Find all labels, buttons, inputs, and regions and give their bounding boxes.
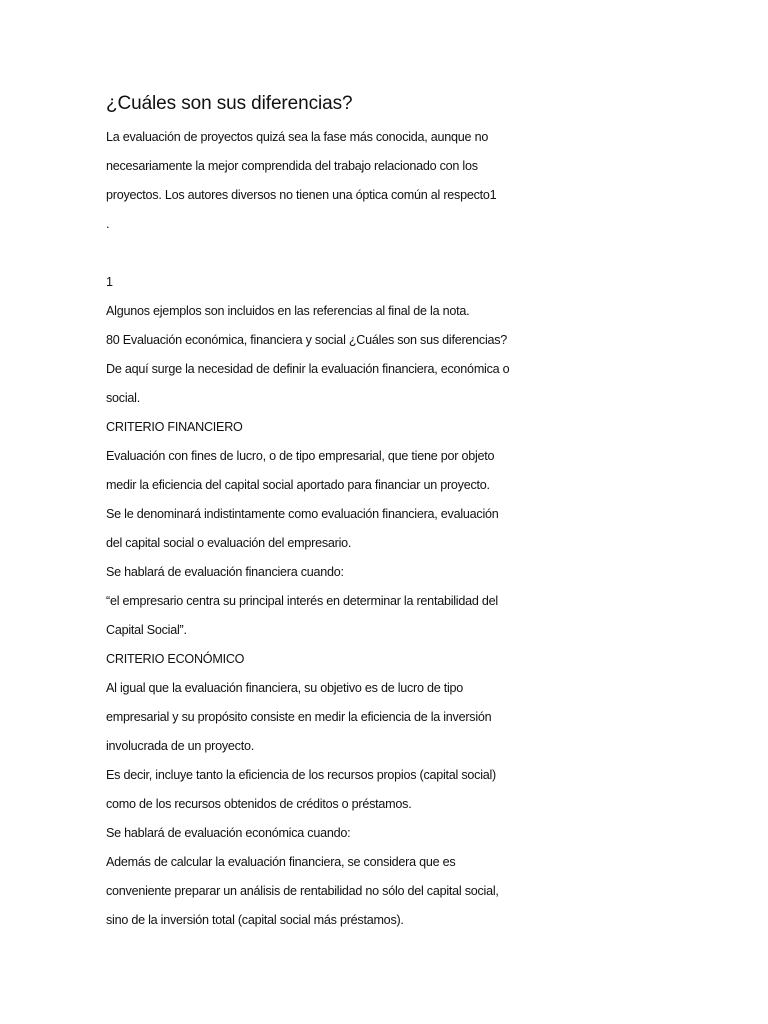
text-line: sino de la inversión total (capital social más préstamos). <box>106 913 404 927</box>
footnote-text: Algunos ejemplos son incluidos en las referencias al final de la nota. <box>106 304 470 318</box>
text-line: Además de calcular la evaluación financiera, se considera que es <box>106 855 456 869</box>
text-line: como de los recursos obtenidos de créditos o préstamos. <box>106 797 412 811</box>
text-line: Se le denominará indistintamente como evaluación financiera, evaluación <box>106 507 499 521</box>
section-heading-financiero: CRITERIO FINANCIERO <box>106 420 243 434</box>
text-line: Evaluación con fines de lucro, o de tipo empresarial, que tiene por objeto <box>106 449 495 463</box>
text-line: conveniente preparar un análisis de rentabilidad no sólo del capital social, <box>106 884 499 898</box>
text-line: La evaluación de proyectos quizá sea la fase más conocida, aunque no <box>106 130 489 144</box>
text-line: Capital Social”. <box>106 623 187 637</box>
text-line: empresarial y su propósito consiste en medir la eficiencia de la inversión <box>106 710 492 724</box>
text-line: necesariamente la mejor comprendida del trabajo relacionado con los <box>106 159 478 173</box>
section-heading-economico: CRITERIO ECONÓMICO <box>106 652 245 666</box>
text-line: del capital social o evaluación del empresario. <box>106 536 352 550</box>
running-header: 80 Evaluación económica, financiera y social ¿Cuáles son sus diferencias? <box>106 333 508 347</box>
text-line: Se hablará de evaluación económica cuando: <box>106 826 351 840</box>
footnote-number: 1 <box>106 275 113 289</box>
text-line: Al igual que la evaluación financiera, su objetivo es de lucro de tipo <box>106 681 464 695</box>
text-line: proyectos. Los autores diversos no tienen una óptica común al respecto1 <box>106 188 497 202</box>
text-line: “el empresario centra su principal interés en determinar la rentabilidad del <box>106 594 498 608</box>
text-line: medir la eficiencia del capital social aportado para financiar un proyecto. <box>106 478 490 492</box>
text-line: involucrada de un proyecto. <box>106 739 254 753</box>
text-line: social. <box>106 391 140 405</box>
text-line: De aquí surge la necesidad de definir la evaluación financiera, económica o <box>106 362 510 376</box>
text-line: . <box>106 217 110 231</box>
text-line: Es decir, incluye tanto la eficiencia de los recursos propios (capital social) <box>106 768 496 782</box>
text-line: Se hablará de evaluación financiera cuando: <box>106 565 344 579</box>
document-title: ¿Cuáles son sus diferencias? <box>106 93 353 114</box>
